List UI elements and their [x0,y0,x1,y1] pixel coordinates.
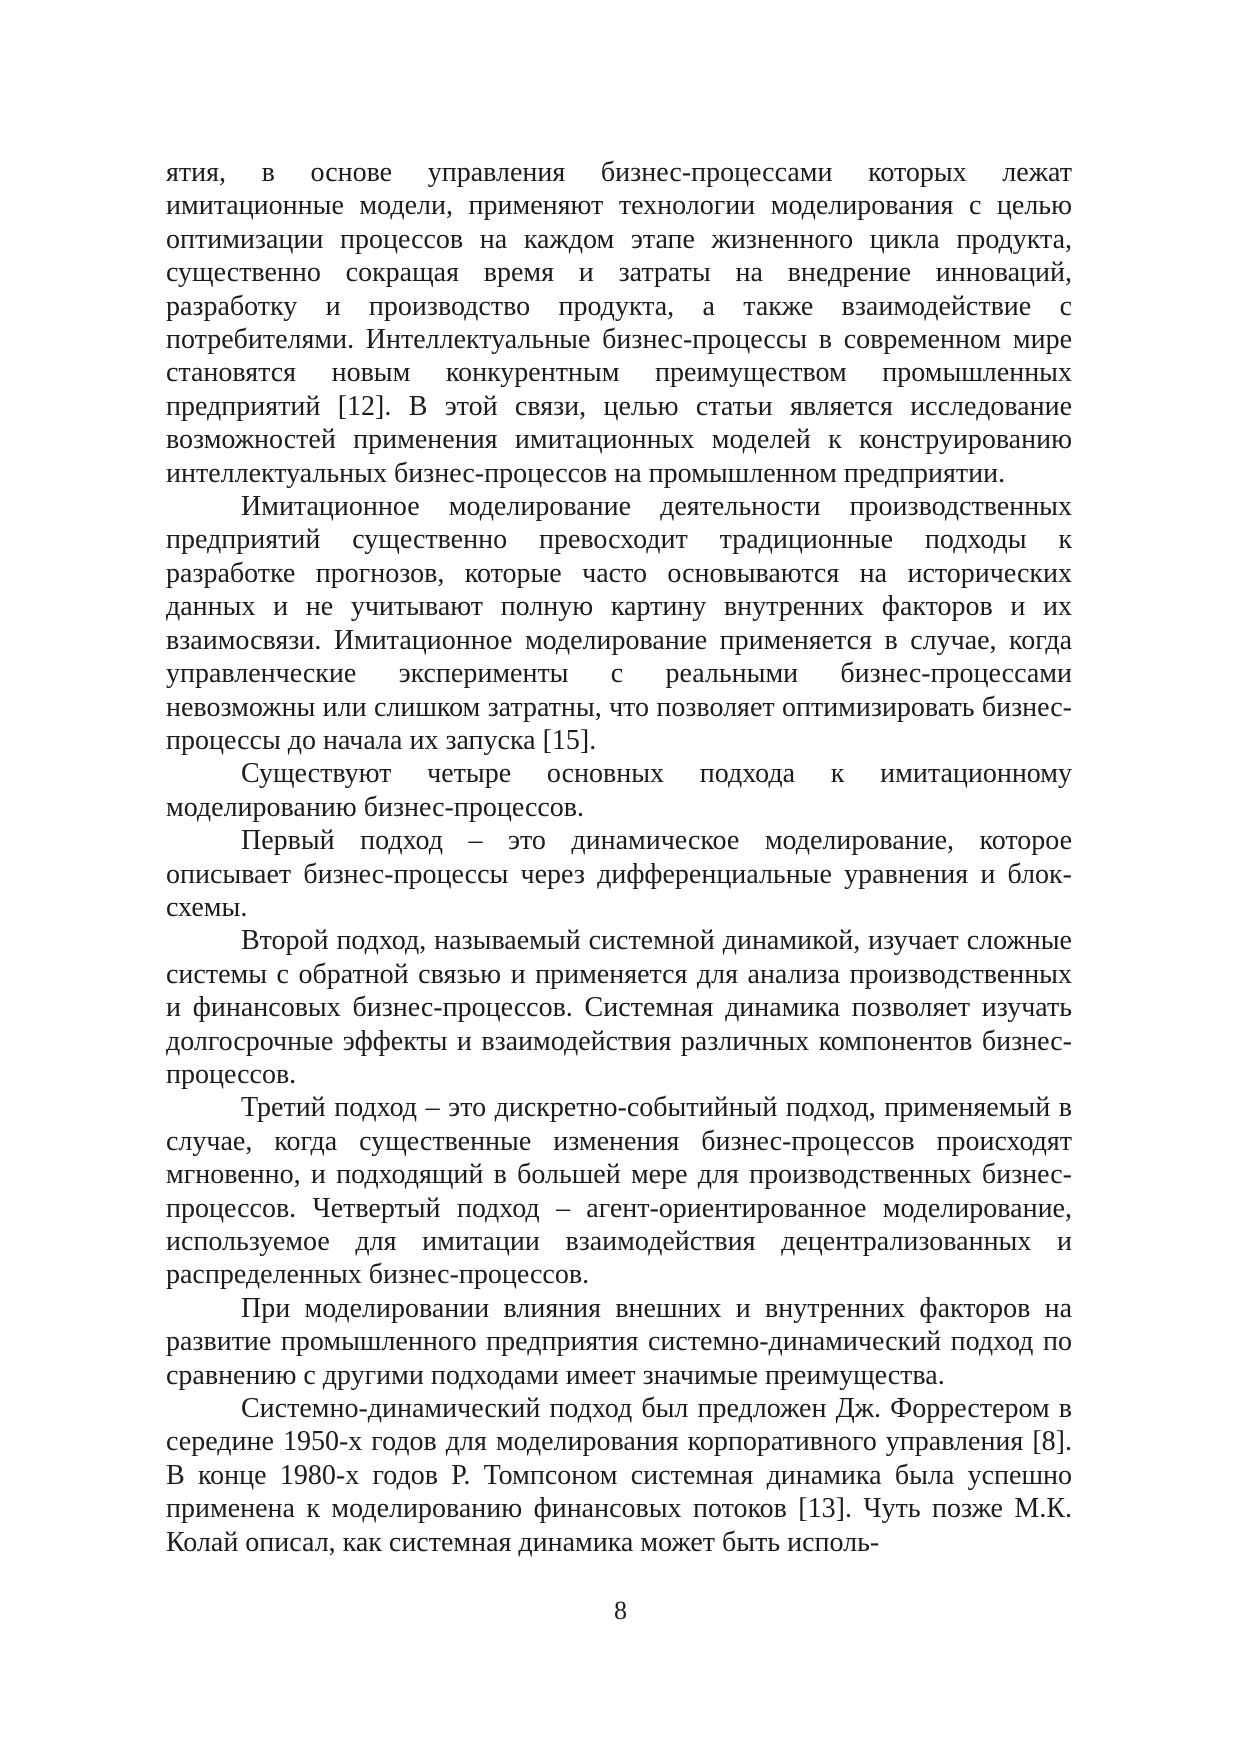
paragraph-simulation-modeling: Имитационное моделирование деятельности производственных предприятий существенно превосходит традиционные подходы к разработке прогнозов, которые часто основываются на исторических данных и не учитывают полную картину внутренних факторов и их взаимосвязи. Имитационное моделирование применяется в случае, когда управленческие эксперименты с реальными бизнес-процессами невозможны или слишком затратны, что позволяет оптимизировать бизнес-процессы до начала их запуска [15]. [166,491,1072,756]
paragraph-second-approach: Второй подход, называемый системной динамикой, изучает сложные системы с обратной связью и применяется для анализа производственных и финансовых бизнес-процессов. Системная динамика позволяет изучать долгосрочные эффекты и взаимодействия различных компонентов бизнес-процессов. [166,925,1072,1090]
page-number: 8 [614,1596,627,1625]
paragraph-third-fourth-approach: Третий подход – это дискретно-событийный подход, применяемый в случае, когда существенные изменения бизнес-процессов происходят мгновенно, и подходящий в большей мере для производственных бизнес-процессов. Четвертый подход – агент-ориентированное моделирование, используемое для имитации взаимодействия децентрализованных и распределенных бизнес-процессов. [166,1092,1072,1291]
paragraph-forrester-history: Системно-динамический подход был предложен Дж. Форрестером в середине 1950-х годов для моделирования корпоративного управления [8]. В конце 1980-х годов Р. Томпсоном системная динамика была успешно применена к моделированию финансовых потоков [13]. Чуть позже М.К. Колай описал, как системная динамика может быть исполь- [166,1393,1072,1558]
body-text [166,156,1072,1559]
paragraph-system-dynamics-advantages: При моделировании влияния внешних и внутренних факторов на развитие промышленного предприятия системно-динамический подход по сравнению с другими подходами имеет значимые преимущества. [166,1292,1072,1391]
paragraph-first-approach: Первый подход – это динамическое моделирование, которое описывает бизнес-процессы через дифференциальные уравнения и блок-схемы. [166,825,1072,923]
paragraph-four-approaches: Существуют четыре основных подхода к имитационному моделированию бизнес-процессов. [166,758,1072,823]
paragraph-continuation: ятия, в основе управления бизнес-процессами которых лежат имитационные модели, применяют технологии моделирования с целью оптимизации процессов на каждом этапе жизненного цикла продукта, существенно сокращая время и затраты на внедрение инноваций, разработку и производство продукта, а также взаимодействие с потребителями. Интеллектуальные бизнес-процессы в современном мире становятся новым конкурентным преимуществом промышленных предприятий [12]. В этой связи, целью статьи является исследование возможностей применения имитационных моделей к конструированию интеллектуальных бизнес-процессов на промышленном предприятии. [166,157,1072,489]
